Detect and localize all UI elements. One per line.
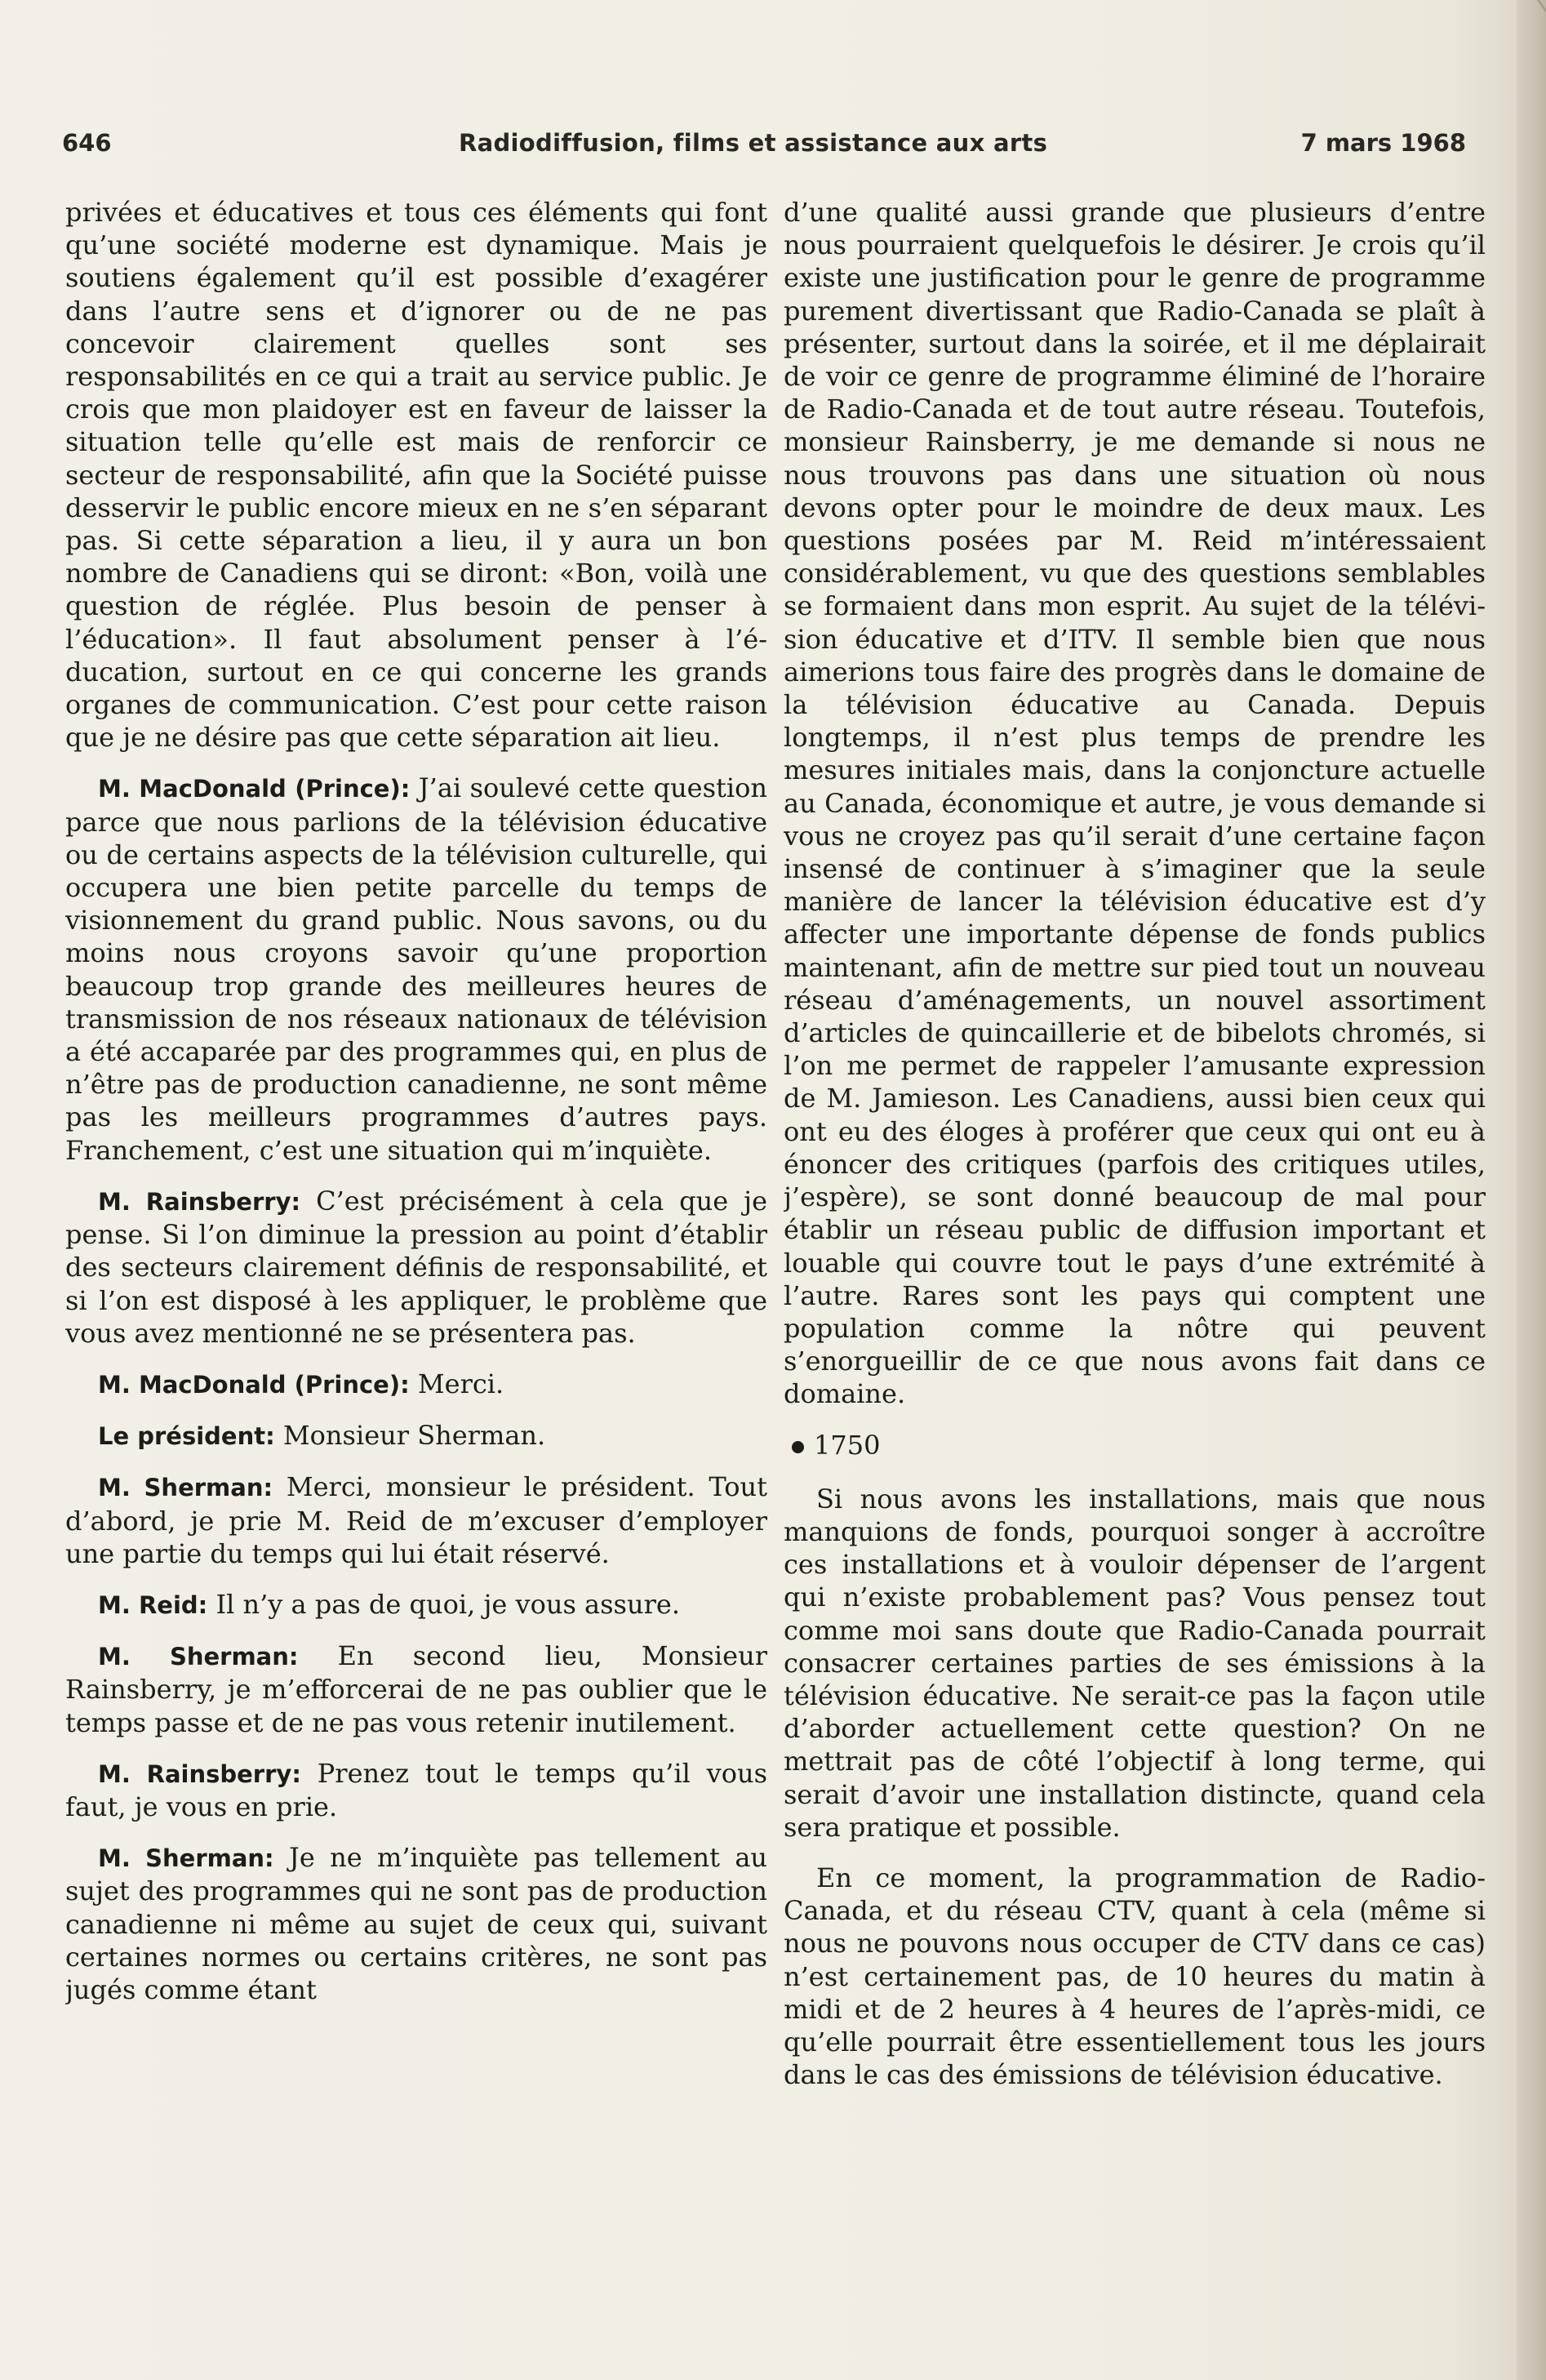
paragraph: Si nous avons les installations, mais que nous manquions de fonds, pourquoi songer à accroître ces installations et à vouloir dépenser de l’argent qui n’existe probablement pas? Vous pensez tout comme moi sans doute que Radio-Canada pourrait consacrer certaines parties de ses émissions à la télévision éducative. Ne serait-ce pas la façon utile d’aborder actuellement cette question? On ne mettrait pas de côté l’objectif à long terme, qui serait d’avoir une installation distincte, quand cela sera pratique et possible.	[784, 1483, 1486, 1843]
speech-text: Monsieur Sherman.	[282, 1420, 546, 1452]
speaker-name: M. Sherman:	[98, 1643, 299, 1671]
speech-paragraph	[65, 1419, 767, 1452]
speech-text: C’est précisément à cela que je pense. Si l’on diminue la pression au point d’établir des secteurs clairement définis de responsabilité, et si l’on est disposé à les appliquer, le problème que vous avez mentionné ne se présentera pas.	[65, 1185, 767, 1349]
speech-paragraph	[65, 1841, 767, 2006]
running-title: Radiodiffusion, films et assistance aux arts	[459, 129, 1048, 157]
right-column	[784, 196, 1486, 2262]
speech-text: Je ne m’inquiète pas tellement au sujet des programmes qui ne sont pas de production canadienne ni même au sujet de ceux qui, suivant certaines normes ou certains critères, ne sont pas jugés comme étant	[65, 1842, 767, 2005]
paragraph: En ce moment, la programmation de Radio-Canada, et du réseau CTV, quant à cela (même si nous ne pouvons nous occuper de CTV dans ce cas) n’est certainement pas, de 10 heures du matin à midi et de 2 heures à 4 heures de l’après-midi, ce qu’elle pourrait être essentiellement tous les jours dans le cas des émissions de télévision éducative.	[784, 1862, 1486, 2091]
speech-paragraph	[65, 1757, 767, 1823]
paragraph: privées et éducatives et tous ces éléments qui font qu’une société moderne est dynamique. Mais je soutiens également qu’il est possible d’exagérer dans l’autre sens et d’ignorer ou de ne pas concevoir clairement quelles sont ses responsabilités en ce qui a trait au service public. Je crois que mon plaidoyer est en faveur de laisser la situation telle qu’elle est mais de renforcir ce secteur de responsabilité, afin que la Société puisse desservir le public encore mieux en ne s’en séparant pas. Si cette séparation a lieu, il y aura un bon nombre de Canadiens qui se diront: «Bon, voilà une question de réglée. Plus besoin de penser à l’éducation». Il faut absolument penser à l’éducation, surtout en ce qui concerne les grands organes de communication. C’est pour cette raison que je ne désire pas que cette séparation ait lieu.	[65, 197, 767, 754]
speech-text: Merci, monsieur le président. Tout d’abord, je prie M. Reid de m’excuser d’employer une partie du temps qui lui était réservé.	[65, 1471, 767, 1569]
speaker-name: Le président:	[98, 1422, 275, 1451]
left-column	[65, 196, 767, 2262]
bullet-icon	[792, 1441, 804, 1453]
speech-paragraph	[65, 1470, 767, 1570]
speaker-name: M. Sherman:	[98, 1844, 274, 1873]
page-header	[62, 129, 1466, 170]
speech-paragraph	[65, 1588, 767, 1622]
speaker-name: M. Rainsberry:	[98, 1187, 301, 1216]
paragraph: d’une qualité aussi grande que plusieurs d’entre nous pourraient quelquefois le désirer. Je crois qu’il existe une justification pour le genre de programme purement divertissant que Radio-Canada se plaît à présenter, surtout dans la soirée, et il me déplairait de voir ce genre de programme éliminé de l’horaire de Radio-Canada et de tout autre réseau. Toutefois, monsieur Rainsberry, je me demande si nous ne nous trouvons pas dans une situation où nous devons opter pour le moindre de deux maux. Les questions posées par M. Reid m’intéressaient considérablement, vu que des questions semblables se formaient dans mon esprit. Au sujet de la télévision éducative et d’ITV. Il semble bien que nous aimerions tous faire des progrès dans le domaine de la télévision éducative au Canada. Depuis longtemps, il n’est plus temps de prendre les mesures initiales mais, dans la conjoncture actuelle au Canada, économique et autre, je vous demande si vous ne croyez pas qu’il serait d’une certaine façon insensé de continuer à s’imaginer que la seule manière de lancer la télévision éducative est d’y affecter une importante dépense de fonds publics maintenant, afin de mettre sur pied tout un nouveau réseau d’aménagements, un nouvel assortiment d’articles de quincaillerie et de bibelots chromés, si l’on me permet de rappeler l’amusante expression de M. Jamieson. Les Canadiens, aussi bien ceux qui ont eu des éloges à proférer que ceux qui ont eu à énoncer des critiques (parfois des critiques utiles, j’espère), se sont donné beaucoup de mal pour établir un réseau public de diffusion important et louable qui couvre tout le pays d’une extrémité à l’autre. Rares sont les pays qui comptent une population comme la nôtre qui peuvent s’enorgueillir de ce que nous avons fait dans ce domaine.	[784, 197, 1486, 1410]
speech-text: J’ai soulevé cette question parce que nous parlions de la télévision éducative ou de certains aspects de la télévision culturelle, qui occupera une bien petite parcelle du temps de visionnement du grand public. Nous savons, ou du moins nous croyons savoir qu’une proportion beaucoup trop grande des meilleures heures de transmission de nos réseaux nationaux de télévision a été accaparée par des programmes qui, en plus de n’être pas de production canadienne, ne sont même pas les meilleurs programmes d’autres pays. Franchement, c’est une situation qui m’inquiète.	[65, 772, 767, 1166]
speech-paragraph	[65, 772, 767, 1166]
time-marker	[784, 1429, 1486, 1461]
speech-text: Merci.	[417, 1368, 504, 1399]
page-edge	[1517, 0, 1546, 2380]
page-number: 646	[62, 129, 112, 157]
speech-paragraph	[65, 1639, 767, 1739]
speaker-name: M. MacDonald (Prince):	[98, 1370, 410, 1399]
speaker-name: M. Reid:	[98, 1590, 208, 1619]
speaker-name: M. Sherman:	[98, 1474, 273, 1502]
speech-text: Il n’y a pas de quoi, je vous assure.	[215, 1588, 680, 1620]
speech-paragraph	[65, 1368, 767, 1401]
speaker-name: M. MacDonald (Prince):	[98, 775, 411, 803]
time-marker-text: 1750	[814, 1429, 881, 1461]
speaker-name: M. Rainsberry:	[98, 1759, 301, 1788]
speech-text: Prenez tout le temps qu’il vous faut, je vous en prie.	[65, 1757, 767, 1822]
header-date: 7 mars 1968	[1300, 129, 1466, 157]
speech-text: En second lieu, Monsieur Rainsberry, je m’efforcerai de ne pas oublier que le temps passe et de ne pas vous retenir inutilement.	[65, 1640, 767, 1738]
speech-paragraph	[65, 1185, 767, 1350]
